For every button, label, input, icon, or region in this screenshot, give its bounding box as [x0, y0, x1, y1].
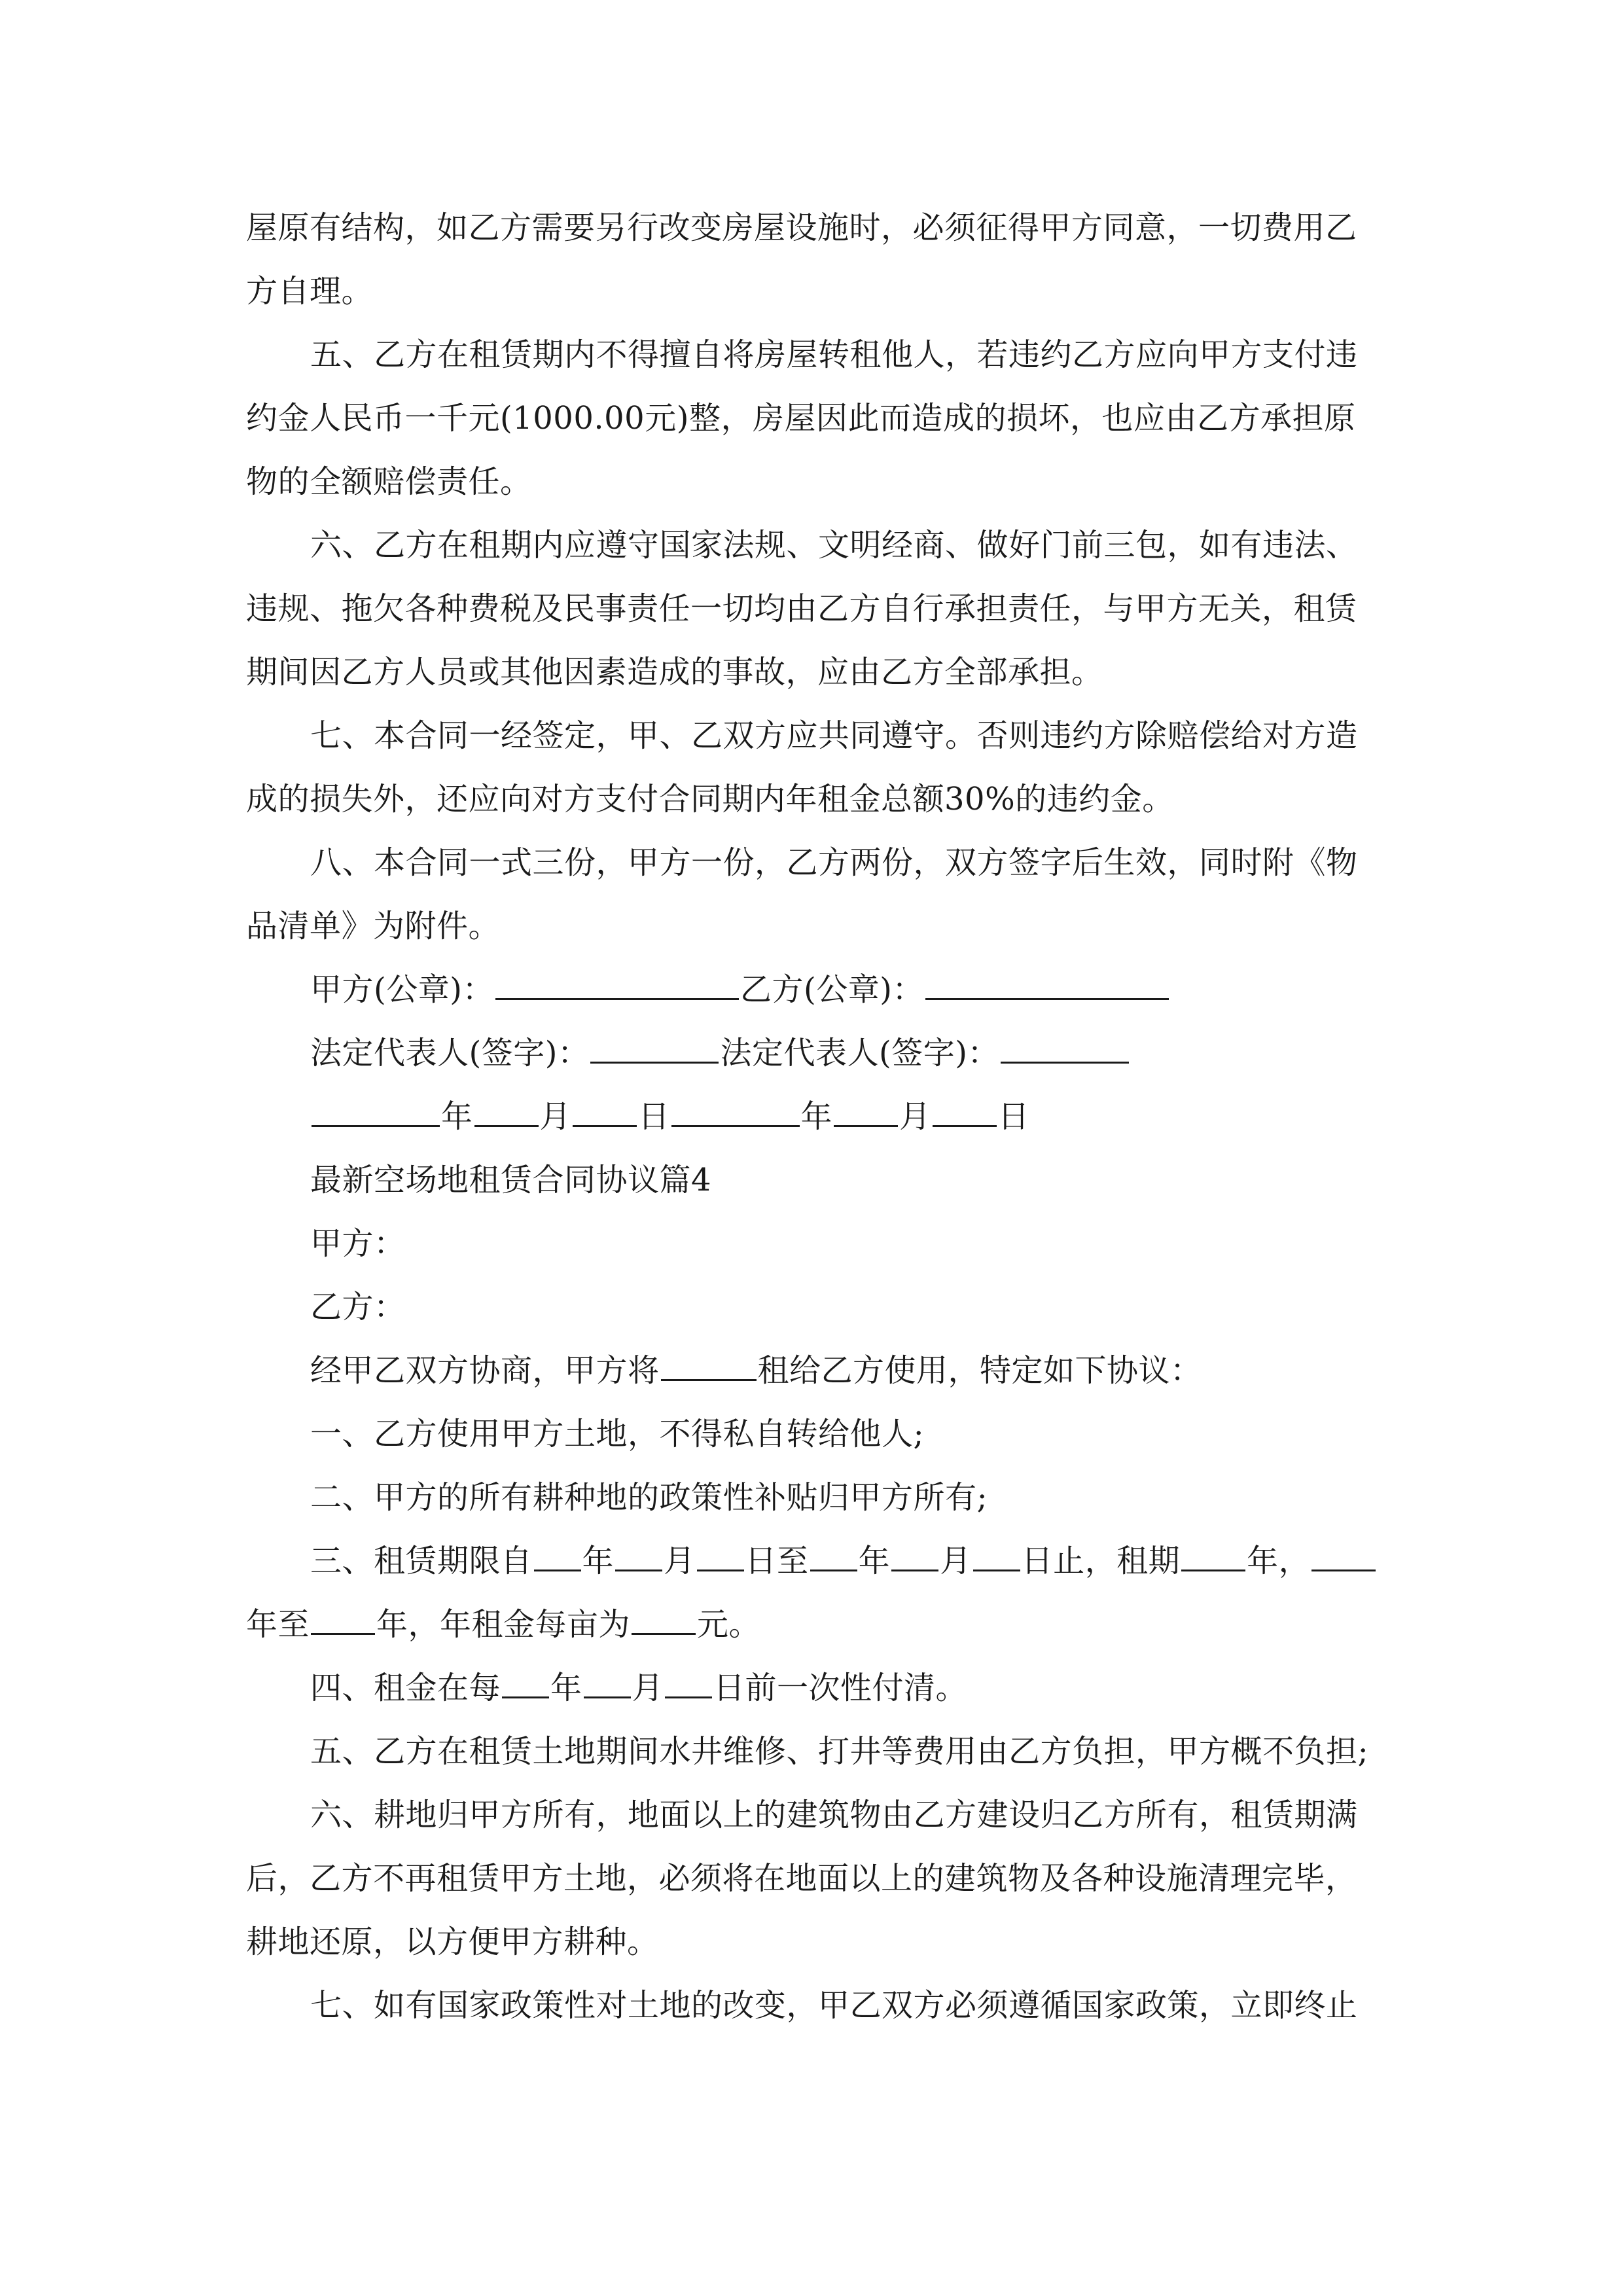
- date-b-day-blank: [933, 1087, 997, 1127]
- date-a-day-blank: [573, 1087, 637, 1127]
- date-a-month-blank: [474, 1087, 539, 1127]
- clause-3-year-rent: 年，年租金每亩为: [376, 1606, 631, 1643]
- clause-3-day-to: 日至: [745, 1543, 809, 1579]
- term-years-blank: [1181, 1532, 1245, 1571]
- clause-4-lead: 四、租金在每: [310, 1670, 501, 1706]
- term-from-year-blank: [1311, 1532, 1376, 1571]
- clause-3-day-end: 日止，租期: [1021, 1543, 1181, 1579]
- party-a-rep-label: 法定代表人(签字)：: [310, 1035, 590, 1071]
- start-day-blank: [697, 1532, 744, 1571]
- party-b-rep-blank: [1001, 1024, 1129, 1064]
- clause-7: 七、如有国家政策性对土地的改变，甲乙双方必须遵循国家政策，立即终止: [310, 1987, 1358, 2024]
- clause-5-sublease: 五、乙方在租赁期内不得擅自将房屋转租他人，若违约乙方应向甲方支付违约金人民币一千元(1000.00元)整，房屋因此而造成的损坏，也应由乙方承担原物的全额赔偿责任。: [246, 336, 1358, 500]
- term-to-year-blank: [311, 1595, 375, 1635]
- end-day-blank: [973, 1532, 1020, 1571]
- date-b-month-blank: [834, 1087, 898, 1127]
- date-a-year: 年: [441, 1098, 473, 1135]
- clause-4-payment: [246, 1657, 1378, 1720]
- clause-4-year: 年: [550, 1670, 582, 1706]
- date-b-day: 日: [997, 1098, 1030, 1135]
- clause-2: 二、甲方的所有耕种地的政策性补贴归甲方所有;: [310, 1479, 988, 1516]
- date-b-month: 月: [899, 1098, 931, 1135]
- date-b-year-blank: [671, 1087, 800, 1127]
- clause-4-month: 月: [632, 1670, 664, 1706]
- party-b-rep-label: 法定代表人(签字)：: [720, 1035, 999, 1071]
- land-blank: [661, 1341, 757, 1381]
- date-a-year-blank: [312, 1087, 440, 1127]
- start-year-blank: [534, 1532, 581, 1571]
- party-a-seal-label: 甲方(公章)：: [310, 971, 494, 1008]
- clause-3-year: 年: [582, 1543, 615, 1579]
- party-b-label: 乙方：: [310, 1289, 406, 1325]
- clause-3-year-comma: 年，: [1247, 1543, 1311, 1579]
- section-title: 最新空场地租赁合同协议篇4: [310, 1162, 712, 1198]
- party-b-seal-label: 乙方(公章)：: [740, 971, 924, 1008]
- intro-line: [246, 1339, 1378, 1403]
- intro-after: 租给乙方使用，特定如下协议：: [757, 1352, 1202, 1389]
- clause-5: 五、乙方在租赁土地期间水井维修、打井等费用由乙方负担，甲方概不负担;: [310, 1733, 1369, 1770]
- start-month-blank: [615, 1532, 662, 1571]
- date-line: [246, 1085, 1378, 1149]
- clause-3-end-month: 月: [940, 1543, 972, 1579]
- clause-3-lead: 三、租赁期限自: [310, 1543, 533, 1579]
- clause-3-term: [246, 1530, 1378, 1657]
- clause-1: 一、乙方使用甲方土地，不得私自转给他人;: [310, 1416, 925, 1452]
- date-a-day: 日: [638, 1098, 670, 1135]
- representative-line: [246, 1022, 1378, 1085]
- pay-month-blank: [584, 1659, 631, 1698]
- clause-4-tail: 日前一次性付清。: [713, 1670, 968, 1706]
- party-b-seal-blank: [925, 960, 1169, 1000]
- end-month-blank: [891, 1532, 938, 1571]
- paragraph-continuation: 屋原有结构，如乙方需要另行改变房屋设施时，必须征得甲方同意，一切费用乙方自理。: [246, 209, 1357, 310]
- clause-3-month: 月: [664, 1543, 696, 1579]
- party-a-label: 甲方：: [310, 1225, 406, 1262]
- date-b-year: 年: [800, 1098, 833, 1135]
- clause-3-end-year: 年: [858, 1543, 891, 1579]
- rent-amount-blank: [632, 1595, 696, 1635]
- pay-day-blank: [665, 1659, 712, 1698]
- clause-6: 六、耕地归甲方所有，地面以上的建筑物由乙方建设归乙方所有，租赁期满后，乙方不再租赁甲方土地，必须将在地面以上的建筑物及各种设施清理完毕，耕地还原，以方便甲方耕种。: [246, 1797, 1358, 1960]
- seal-line: [246, 958, 1378, 1022]
- clause-7-breach: 七、本合同一经签定，甲、乙双方应共同遵守。否则违约方除赔偿给对方造成的损失外，还应向对方支付合同期内年租金总额30%的违约金。: [246, 717, 1358, 817]
- clause-3-year-to: 年至: [246, 1606, 310, 1643]
- end-year-blank: [810, 1532, 857, 1571]
- date-a-month: 月: [539, 1098, 572, 1135]
- pay-year-blank: [502, 1659, 549, 1698]
- clause-8-copies: 八、本合同一式三份，甲方一份，乙方两份，双方签字后生效，同时附《物品清单》为附件。: [246, 844, 1358, 944]
- clause-3-yuan: 元。: [697, 1606, 761, 1643]
- party-a-seal-blank: [495, 960, 739, 1000]
- clause-6-compliance: 六、乙方在租期内应遵守国家法规、文明经商、做好门前三包，如有违法、违规、拖欠各种费税及民事责任一切均由乙方自行承担责任，与甲方无关，租赁期间因乙方人员或其他因素造成的事故，应由乙方全部承担。: [246, 527, 1358, 691]
- party-a-rep-blank: [590, 1024, 719, 1064]
- document-body: [246, 196, 1378, 2037]
- intro-before: 经甲乙双方协商，甲方将: [310, 1352, 660, 1389]
